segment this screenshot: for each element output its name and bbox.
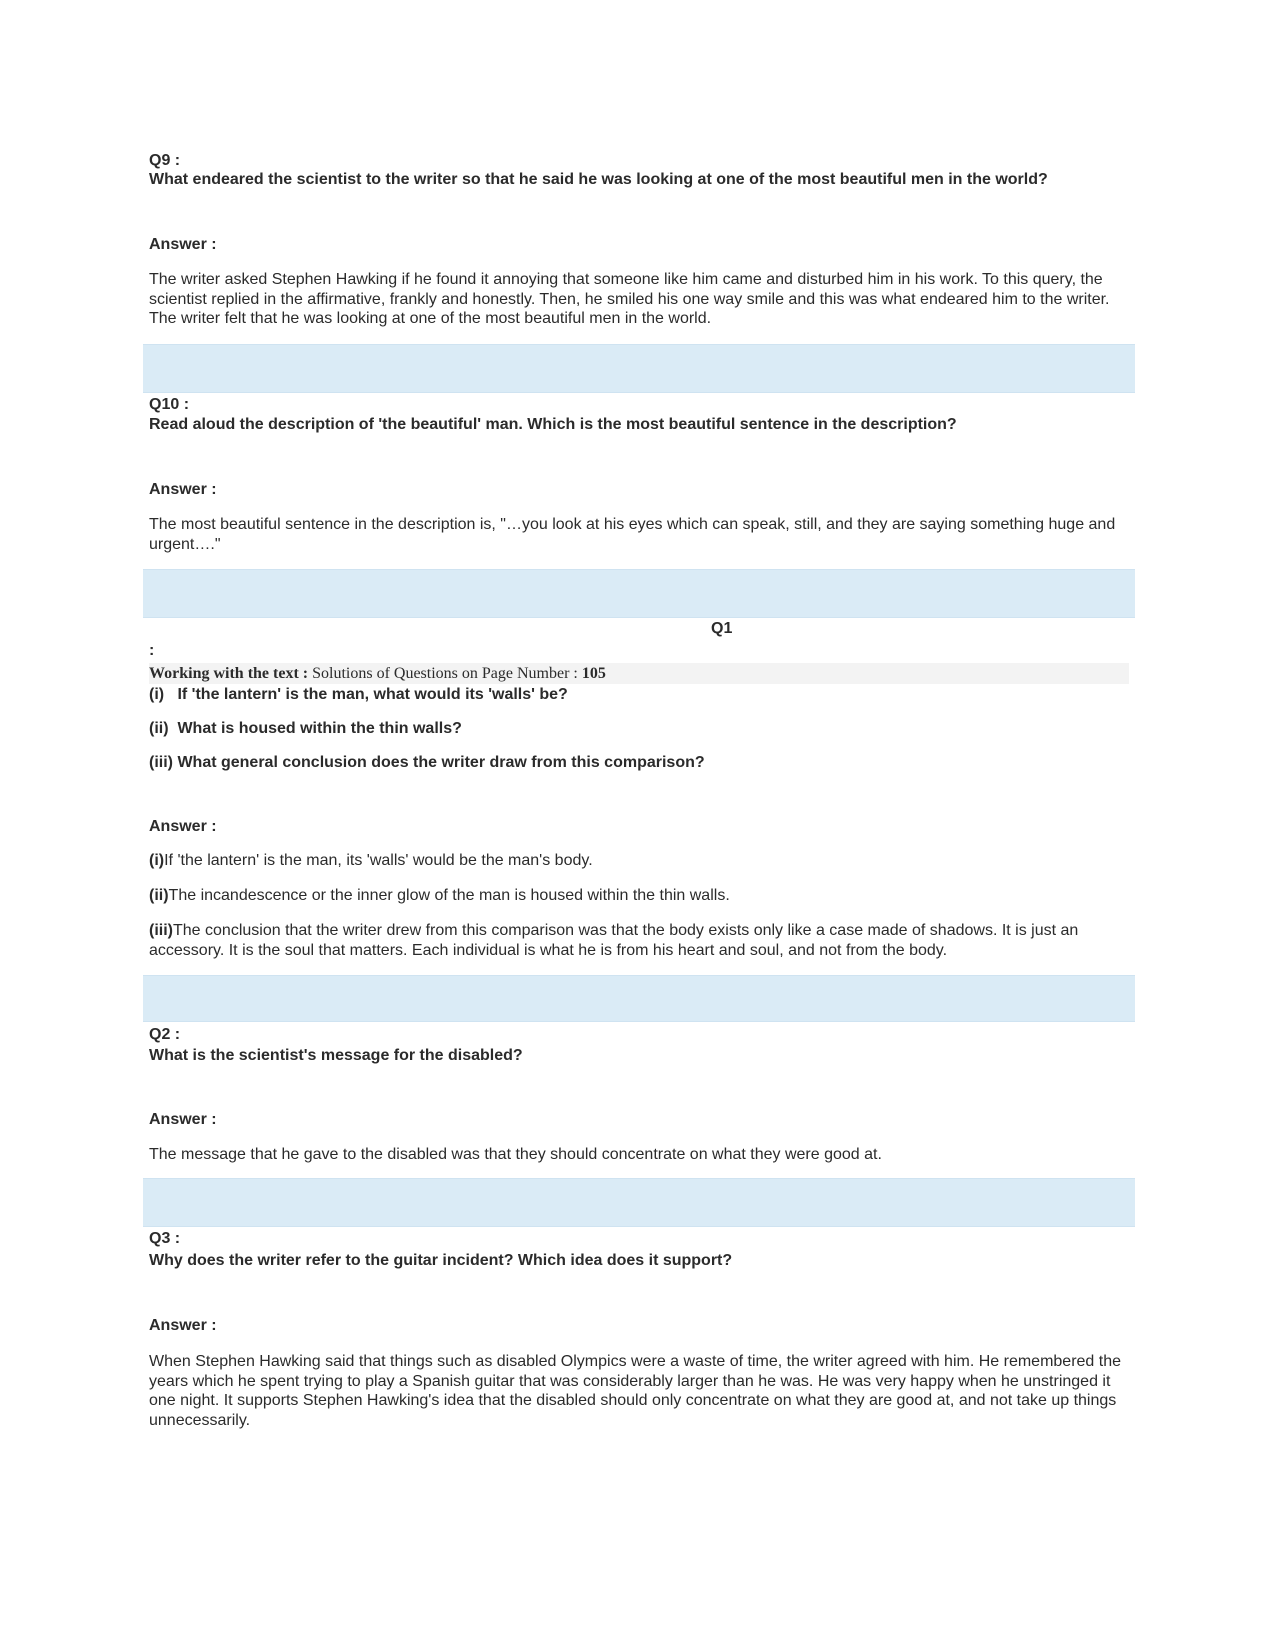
q3-label: Q3 :: [149, 1230, 181, 1247]
q1-answer-i-label: (i): [149, 852, 165, 869]
q1-answer-ii-text: The incandescence or the inner glow of the man is housed within the thin walls.: [168, 887, 730, 904]
q1-label-colon: :: [149, 642, 155, 659]
q1-answer-ii-label: (ii): [149, 887, 169, 904]
q1-answer-label: Answer :: [149, 818, 217, 835]
q1-answer-ii: [149, 886, 1129, 906]
q2-answer-label: Answer :: [149, 1111, 217, 1128]
separator-band: [143, 344, 1135, 393]
q1-answer-i: [149, 851, 1129, 871]
q2-answer: The message that he gave to the disabled was that they should concentrate on what they were good at.: [149, 1146, 882, 1163]
q2-label: Q2 :: [149, 1026, 181, 1043]
separator-band: [143, 975, 1135, 1022]
q1-answer-i-text: If 'the lantern' is the man, its 'walls' would be the man's body.: [164, 852, 593, 869]
q3-answer-label: Answer :: [149, 1317, 217, 1334]
q10-answer-label: Answer :: [149, 481, 217, 498]
section-page-number: 105: [581, 665, 606, 682]
separator-band: [143, 569, 1135, 618]
q1-answer-iii-label: (iii): [149, 922, 173, 939]
q3-answer: When Stephen Hawking said that things such as disabled Olympics were a waste of time, the writer agreed with him. He remembered the years which he spent trying to play a Spanish guitar that was considerably larger than he was. He was very happy when he unstringed it one night. It supports Stephen Hawking's idea that the disabled should only concentrate on what they are good at, and not take up things unnecessarily.: [149, 1353, 1122, 1429]
q10-label: Q10 :: [149, 396, 190, 413]
q10-answer: The most beautiful sentence in the description is, "…you look at his eyes which can speak, still, and they are saying something huge and urgent….": [149, 516, 1116, 553]
q1-answer-iii: [149, 921, 1129, 960]
section-header-text: Solutions of Questions on Page Number :: [312, 665, 578, 682]
q1-label: Q1: [711, 620, 733, 637]
q1-sub-question-ii: (ii) What is housed within the thin walls?: [149, 720, 462, 737]
section-header: [149, 663, 1129, 684]
q3-question: Why does the writer refer to the guitar incident? Which idea does it support?: [149, 1252, 733, 1269]
separator-band: [143, 1178, 1135, 1227]
q1-sub-question-iii: (iii) What general conclusion does the writer draw from this comparison?: [149, 754, 705, 771]
q1-answer-iii-text: The conclusion that the writer drew from this comparison was that the body exists only like a case made of shadows. It is just an accessory. It is the soul that matters. Each individual is what he is from his heart and soul, and not from the body.: [149, 922, 1079, 959]
q10-question: Read aloud the description of 'the beautiful' man. Which is the most beautiful sentence in the description?: [149, 416, 957, 433]
q9-label: Q9 :: [149, 152, 181, 169]
q9-question: What endeared the scientist to the writer so that he said he was looking at one of the most beautiful men in the world?: [149, 171, 1048, 188]
section-header-bold: Working with the text :: [149, 665, 309, 682]
q1-sub-question-i: (i) If 'the lantern' is the man, what would its 'walls' be?: [149, 686, 568, 703]
q2-question: What is the scientist's message for the disabled?: [149, 1047, 523, 1064]
q9-answer: The writer asked Stephen Hawking if he found it annoying that someone like him came and disturbed him in his work. To this query, the scientist replied in the affirmative, frankly and honestly. Then, he smiled his one way smile and this was what endeared him to the writer. The writer felt that he was looking at one of the most beautiful men in the world.: [149, 271, 1110, 327]
q9-answer-label: Answer :: [149, 236, 217, 253]
